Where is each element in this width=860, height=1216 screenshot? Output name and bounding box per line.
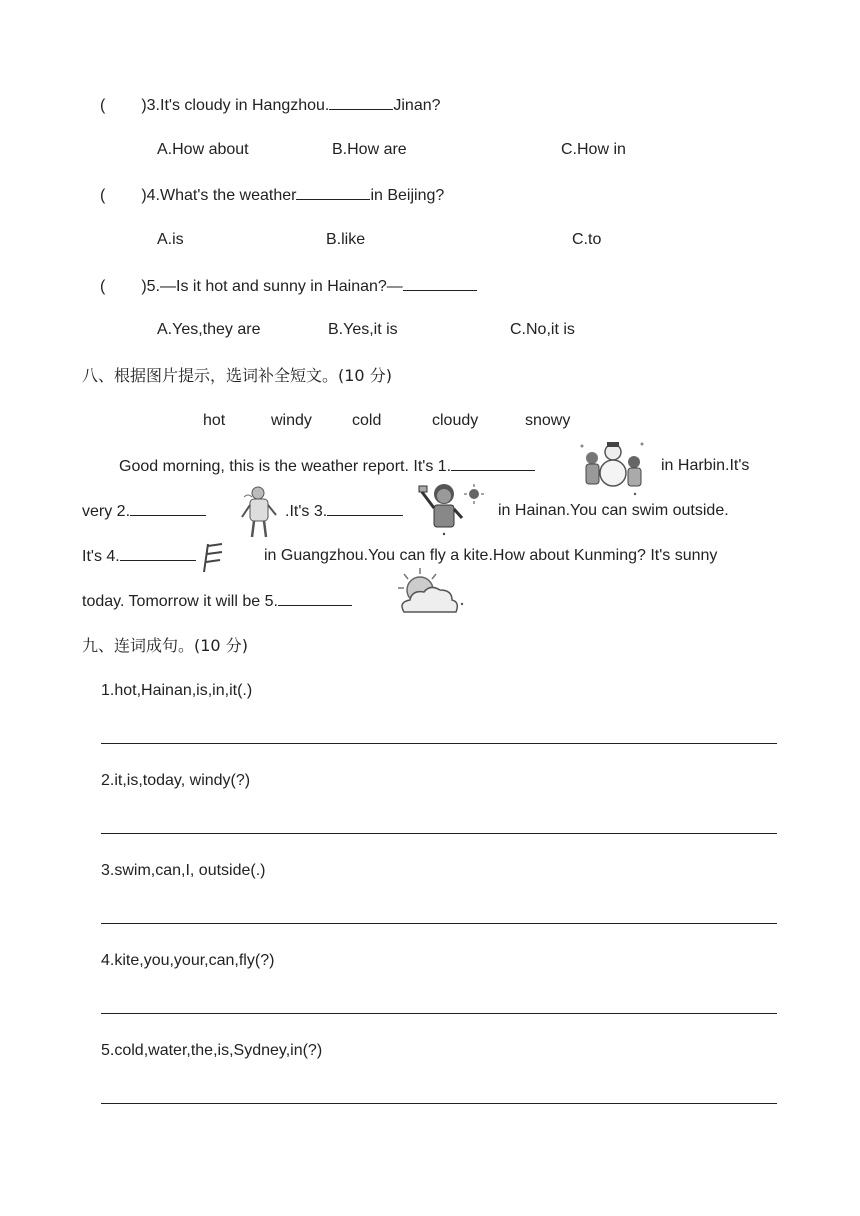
paren-open: ( [100,187,106,204]
question-stem-end: Jinan? [393,97,441,114]
option-c: C.How in [561,141,626,158]
blank-4[interactable] [120,546,196,561]
passage-line-1 [119,456,535,477]
option-b: B.How are [332,141,407,158]
passage-text: Good morning, this is the weather report. It's 1. [119,458,452,475]
passage-line-4 [82,591,352,612]
blank-5[interactable] [278,591,352,606]
passage-text: very 2. [82,503,131,520]
wind-flag-icon [200,540,234,576]
option-c: C.to [572,231,602,248]
passage-line-3 [82,546,196,567]
question-stem: 3.It's cloudy in Hangzhou. [146,97,330,114]
option-a: A.How about [157,141,249,158]
option-b: B.Yes,it is [328,321,398,338]
word-bank-cold: cold [352,412,382,429]
mc-question-3 [100,95,441,116]
paren-open: ( [100,97,106,114]
scrambled-sentence-1: 1.hot,Hainan,is,in,it(.) [101,682,253,699]
passage-text: in Hainan.You can swim outside. [498,502,729,519]
option-b: B.like [326,231,366,248]
bundled-person-icon [238,485,282,539]
passage-line-2b [285,501,403,522]
word-bank-windy: windy [271,412,312,429]
paren-open: ( [100,278,106,295]
sweating-boy-icon [416,478,488,536]
scrambled-sentence-5: 5.cold,water,the,is,Sydney,in(?) [101,1042,323,1059]
question-stem-end: in Beijing? [370,187,445,204]
mc-question-4 [100,185,444,206]
answer-line-5[interactable] [101,1103,777,1104]
section-8-heading: 八、根据图片提示，选词补全短文。(10 分) [82,366,392,385]
paren-close: ) [141,97,147,114]
word-bank-hot: hot [203,412,226,429]
answer-line-3[interactable] [101,923,777,924]
question-stem: 5.—Is it hot and sunny in Hainan?— [146,278,403,295]
scrambled-sentence-2: 2.it,is,today, windy(?) [101,772,251,789]
passage-text: .It's 3. [285,503,328,520]
option-a: A.Yes,they are [157,321,261,338]
passage-line-2 [82,501,206,522]
blank-3[interactable] [327,501,403,516]
paren-close: ) [141,187,147,204]
passage-text: today. Tomorrow it will be 5. [82,593,278,610]
paren-close: ) [141,278,147,295]
option-a: A.is [157,231,184,248]
section-9-heading: 九、连词成句。(10 分) [82,636,248,655]
mc-question-5 [100,276,477,297]
answer-blank[interactable] [329,95,393,110]
word-bank-snowy: snowy [525,412,571,429]
answer-blank[interactable] [403,276,477,291]
question-stem: 4.What's the weather [146,187,297,204]
sun-cloud-icon [390,566,466,618]
passage-text: in Harbin.It's [661,457,750,474]
answer-line-2[interactable] [101,833,777,834]
passage-text: It's 4. [82,548,120,565]
answer-line-1[interactable] [101,743,777,744]
scrambled-sentence-4: 4.kite,you,your,can,fly(?) [101,952,275,969]
snowman-children-icon [578,438,648,496]
blank-2[interactable] [130,501,206,516]
option-c: C.No,it is [510,321,575,338]
answer-line-4[interactable] [101,1013,777,1014]
answer-blank[interactable] [296,185,370,200]
passage-text: in Guangzhou.You can fly a kite.How about Kunming? It's sunny [264,547,718,564]
blank-1[interactable] [451,456,535,471]
scrambled-sentence-3: 3.swim,can,I, outside(.) [101,862,266,879]
word-bank-cloudy: cloudy [432,412,479,429]
